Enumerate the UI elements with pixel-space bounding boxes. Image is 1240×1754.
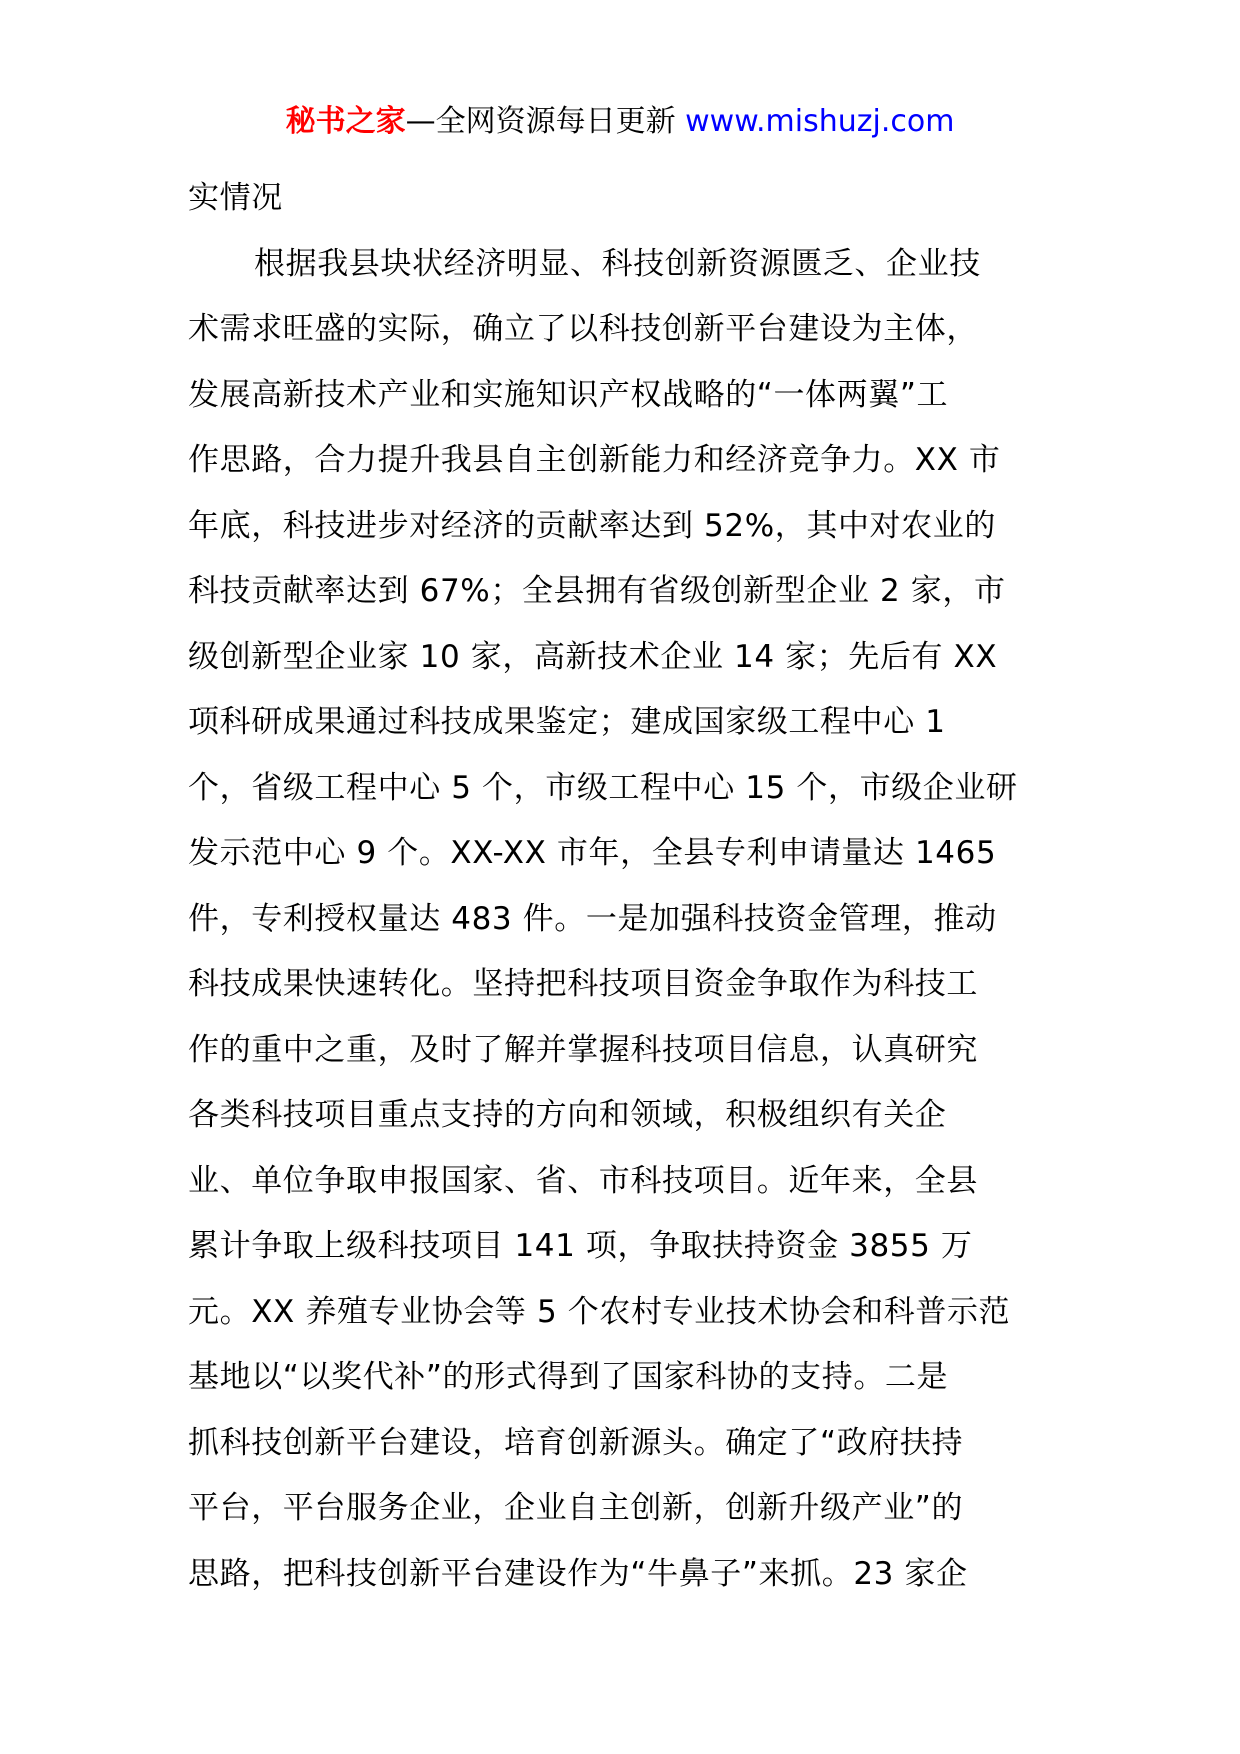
- text-line: 项科研成果通过科技成果鉴定；建成国家级工程中心 1: [188, 704, 946, 740]
- text-line: 各类科技项目重点支持的方向和领域，积极组织有关企: [188, 1097, 947, 1133]
- text-line: 发示范中心 9 个。XX-XX 市年，全县专利申请量达 1465: [188, 835, 997, 871]
- text-line: 基地以“以奖代补”的形式得到了国家科协的支持。二是: [188, 1359, 949, 1395]
- text-line: 累计争取上级科技项目 141 项，争取扶持资金 3855 万: [188, 1228, 973, 1264]
- text-line: 元。XX 养殖专业协会等 5 个农村专业技术协会和科普示范: [188, 1293, 1011, 1330]
- document-body: [188, 166, 1058, 1607]
- text-line: 科技贡献率达到 67%；全县拥有省级创新型企业 2 家，市: [188, 573, 1006, 609]
- text-line: 业、单位争取申报国家、省、市科技项目。近年来，全县: [188, 1162, 978, 1199]
- text-line: 作的重中之重，及时了解并掌握科技项目信息，认真研究: [188, 1031, 978, 1068]
- text-line: 个，省级工程中心 5 个，市级工程中心 15 个，市级企业研: [188, 769, 1018, 806]
- text-line: 抓科技创新平台建设，培育创新源头。确定了“政府扶持: [188, 1424, 964, 1461]
- site-brand: 秘书之家: [285, 104, 406, 139]
- text-line: 级创新型企业家 10 家，高新技术企业 14 家；先后有 XX: [188, 638, 998, 675]
- paragraph-first-line: 根据我县块状经济明显、科技创新资源匮乏、企业技: [254, 245, 981, 282]
- text-line: 实情况: [188, 180, 283, 216]
- text-line: 年底，科技进步对经济的贡献率达到 52%，其中对农业的: [188, 507, 996, 544]
- text-line: 科技成果快速转化。坚持把科技项目资金争取作为科技工: [188, 966, 978, 1002]
- site-url-link[interactable]: www.mishuzj.com: [685, 104, 955, 139]
- text-line: 术需求旺盛的实际，确立了以科技创新平台建设为主体，: [188, 311, 978, 347]
- site-tagline: —全网资源每日更新: [405, 104, 686, 139]
- text-line: 件，专利授权量达 483 件。一是加强科技资金管理，推动: [188, 900, 997, 937]
- text-line: 发展高新技术产业和实施知识产权战略的“一体两翼”工: [188, 376, 949, 413]
- site-header: [0, 100, 1240, 144]
- text-line: 作思路，合力提升我县自主创新能力和经济竞争力。XX 市: [188, 442, 1001, 478]
- text-line: 思路，把科技创新平台建设作为“牛鼻子”来抓。23 家企: [188, 1555, 968, 1592]
- text-line: 平台，平台服务企业，企业自主创新，创新升级产业”的: [188, 1490, 964, 1526]
